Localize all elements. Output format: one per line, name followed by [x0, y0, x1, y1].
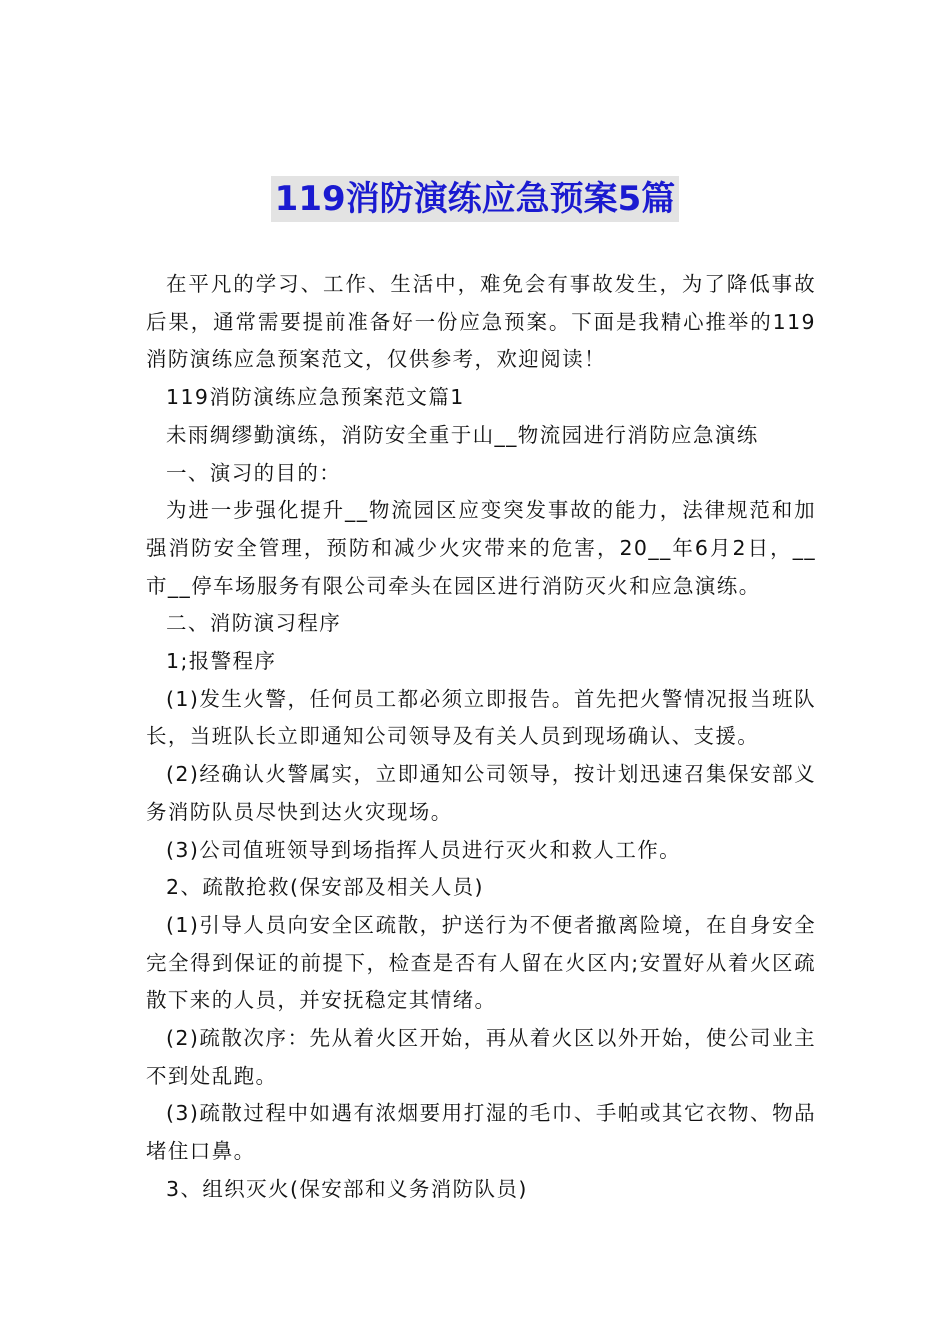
document-title: 119消防演练应急预案5篇 [271, 176, 680, 222]
paragraph: (3)公司值班领导到场指挥人员进行灭火和救人工作。 [166, 837, 682, 862]
paragraph: (1)引导人员向安全区疏散，护送行为不便者撤离险境，在自身安全完全得到保证的前提下，检查是否有人留在火区内;安置好从着火区疏散下来的人员，并安抚稳定其情绪。 [146, 912, 816, 1013]
paragraph: 为进一步强化提升__物流园区应变突发事故的能力，法律规范和加强消防安全管理，预防和减少火灾带来的危害，20__年6月2日，__市__停车场服务有限公司牵头在园区进行消防灭火和应急演练。 [146, 498, 816, 598]
paragraph: 一、演习的目的： [166, 460, 342, 485]
title-container [0, 176, 950, 222]
paragraph: 3、组织灭火(保安部和义务消防队员) [166, 1176, 528, 1201]
document-body [146, 266, 816, 1209]
paragraph: (2)疏散次序：先从着火区开始，再从着火区以外开始，使公司业主不到处乱跑。 [146, 1026, 816, 1088]
paragraph: (3)疏散过程中如遇有浓烟要用打湿的毛巾、手帕或其它衣物、物品堵住口鼻。 [146, 1101, 816, 1164]
paragraph: 在平凡的学习、工作、生活中，难免会有事故发生，为了降低事故后果，通常需要提前准备好一份应急预案。下面是我精心推举的119消防演练应急预案范文，仅供参考，欢迎阅读！ [146, 272, 816, 372]
paragraph: (2)经确认火警属实，立即通知公司领导，按计划迅速召集保安部义务消防队员尽快到达火灾现场。 [146, 762, 816, 824]
paragraph: 119消防演练应急预案范文篇1 [166, 385, 465, 410]
paragraph: 未雨绸缪勤演练，消防安全重于山__物流园进行消防应急演练 [166, 422, 759, 447]
paragraph: 1;报警程序 [166, 649, 277, 674]
paragraph: 2、疏散抢救(保安部及相关人员) [166, 875, 484, 900]
paragraph: (1)发生火警，任何员工都必须立即报告。首先把火警情况报当班队长，当班队长立即通知公司领导及有关人员到现场确认、支援。 [146, 686, 816, 749]
paragraph: 二、消防演习程序 [166, 611, 342, 636]
